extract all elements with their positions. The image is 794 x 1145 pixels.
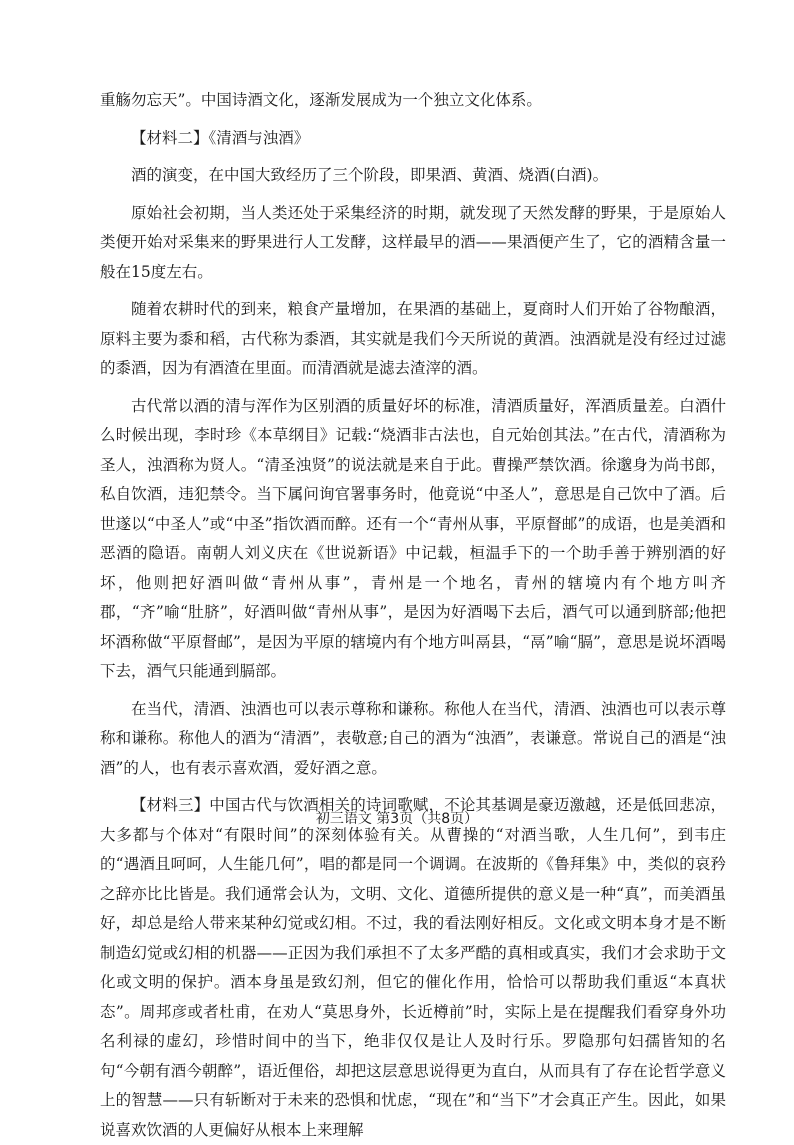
paragraph: 随着农耕时代的到来，粮食产量增加，在果酒的基础上，夏商时人们开始了谷物酿酒，原料主要为黍和稻，古代称为黍酒，其实就是我们今天所说的黄酒。浊酒就是没有经过过滤的黍酒，因为有酒渣在里面。而清酒就是滤去渣滓的酒。 — [100, 300, 726, 377]
section-heading-material-2: 【材料二】《清酒与浊酒》 — [131, 128, 310, 147]
paragraph: 原始社会初期，当人类还处于采集经济的时期，就发现了天然发酵的野果，于是原始人类便开始对采集来的野果进行人工发酵，这样最早的酒——果酒便产生了，它的酒精含量一般在15度左右。 — [100, 203, 726, 281]
paragraph: 古代常以酒的清与浑作为区别酒的质量好坏的标准，清酒质量好，浑酒质量差。白酒什么时候出现，李时珍《本草纲目》记载:“烧酒非古法也，自元始创其法。”在古代，清酒称为圣人，浊酒称为贤人。“清圣浊贤”的说法就是来自于此。曹操严禁饮酒。徐邈身为尚书郎，私自饮酒，违犯禁令。当下属问询官署事务时，他竟说“中圣人”，意思是自己饮中了酒。后世遂以“中圣人”或“中圣”指饮酒而醉。还有一个“青州从事，平原督邮”的成语，也是美酒和恶酒的隐语。南朝人刘义庆在《世说新语》中记载，桓温手下的一个助手善于辨别酒的好坏，他则把好酒叫做“青州从事”，青州是一个地名，青州的辖境内有个地方叫齐郡，“齐”喻“肚脐”，好酒叫做“青州从事”，是因为好酒喝下去后，酒气可以通到脐部;他把坏酒称做“平原督邮”，是因为平原的辖境内有个地方叫鬲县，“鬲”喻“膈”，意思是说坏酒喝下去，酒气只能通到膈部。 — [100, 396, 726, 680]
section-material-3: 【材料三】中国古代与饮酒相关的诗词歌赋，不论其基调是豪迈激越，还是低回悲凉，大多都与个体对“有限时间”的深刻体验有关。从曹操的“对酒当歌，人生几何”，到韦庄的“遇酒且呵呵，人生能几何”，唱的都是同一个调调。在波斯的《鲁拜集》中，类似的哀矜之辞亦比比皆是。我们通常会认为，文明、文化、道德所提供的意义是一种“真”，而美酒虽好，却总是给人带来某种幻觉或幻相。不过，我的看法刚好相反。文化或文明本身才是不断制造幻觉或幻相的机器——正因为我们承担不了太多严酷的真相或真实，我们才会求助于文化或文明的保护。酒本身虽是致幻剂，但它的催化作用，恰恰可以帮助我们重返“本真状态”。周邦彦或者杜甫，在劝人“莫思身外，长近樽前”时，实际上是在提醒我们看穿身外功名利禄的虚幻，珍惜时间中的当下，绝非仅仅是让人及时行乐。罗隐那句妇孺皆知的名句“今朝有酒今朝醉”，语近俚俗，却把这层意思说得更为直白，从而具有了存在论哲学意义上的智慧——只有斩断对于未来的恐惧和忧虑，“现在”和“当下”才会真正产生。因此，如果说喜欢饮酒的人更偏好从根本上来理解 — [100, 796, 726, 1139]
paragraph: 酒的演变，在中国大致经历了三个阶段，即果酒、黄酒、烧酒(白酒)。 — [131, 166, 609, 184]
page-footer: 初三语文 第3页（共8页） — [315, 811, 479, 827]
paragraph-continuation: 重觞勿忘天”。中国诗酒文化，逐渐发展成为一个独立文化体系。 — [100, 91, 542, 109]
body-text — [100, 86, 726, 1145]
paragraph: 在当代，清酒、浊酒也可以表示尊称和谦称。称他人在当代，清酒、浊酒也可以表示尊称和谦称。称他人的酒为“清酒”，表敬意;自己的酒为“浊酒”，表谦意。常说自己的酒是“浊酒”的人，也有表示喜欢酒，爱好酒之意。 — [100, 699, 726, 777]
